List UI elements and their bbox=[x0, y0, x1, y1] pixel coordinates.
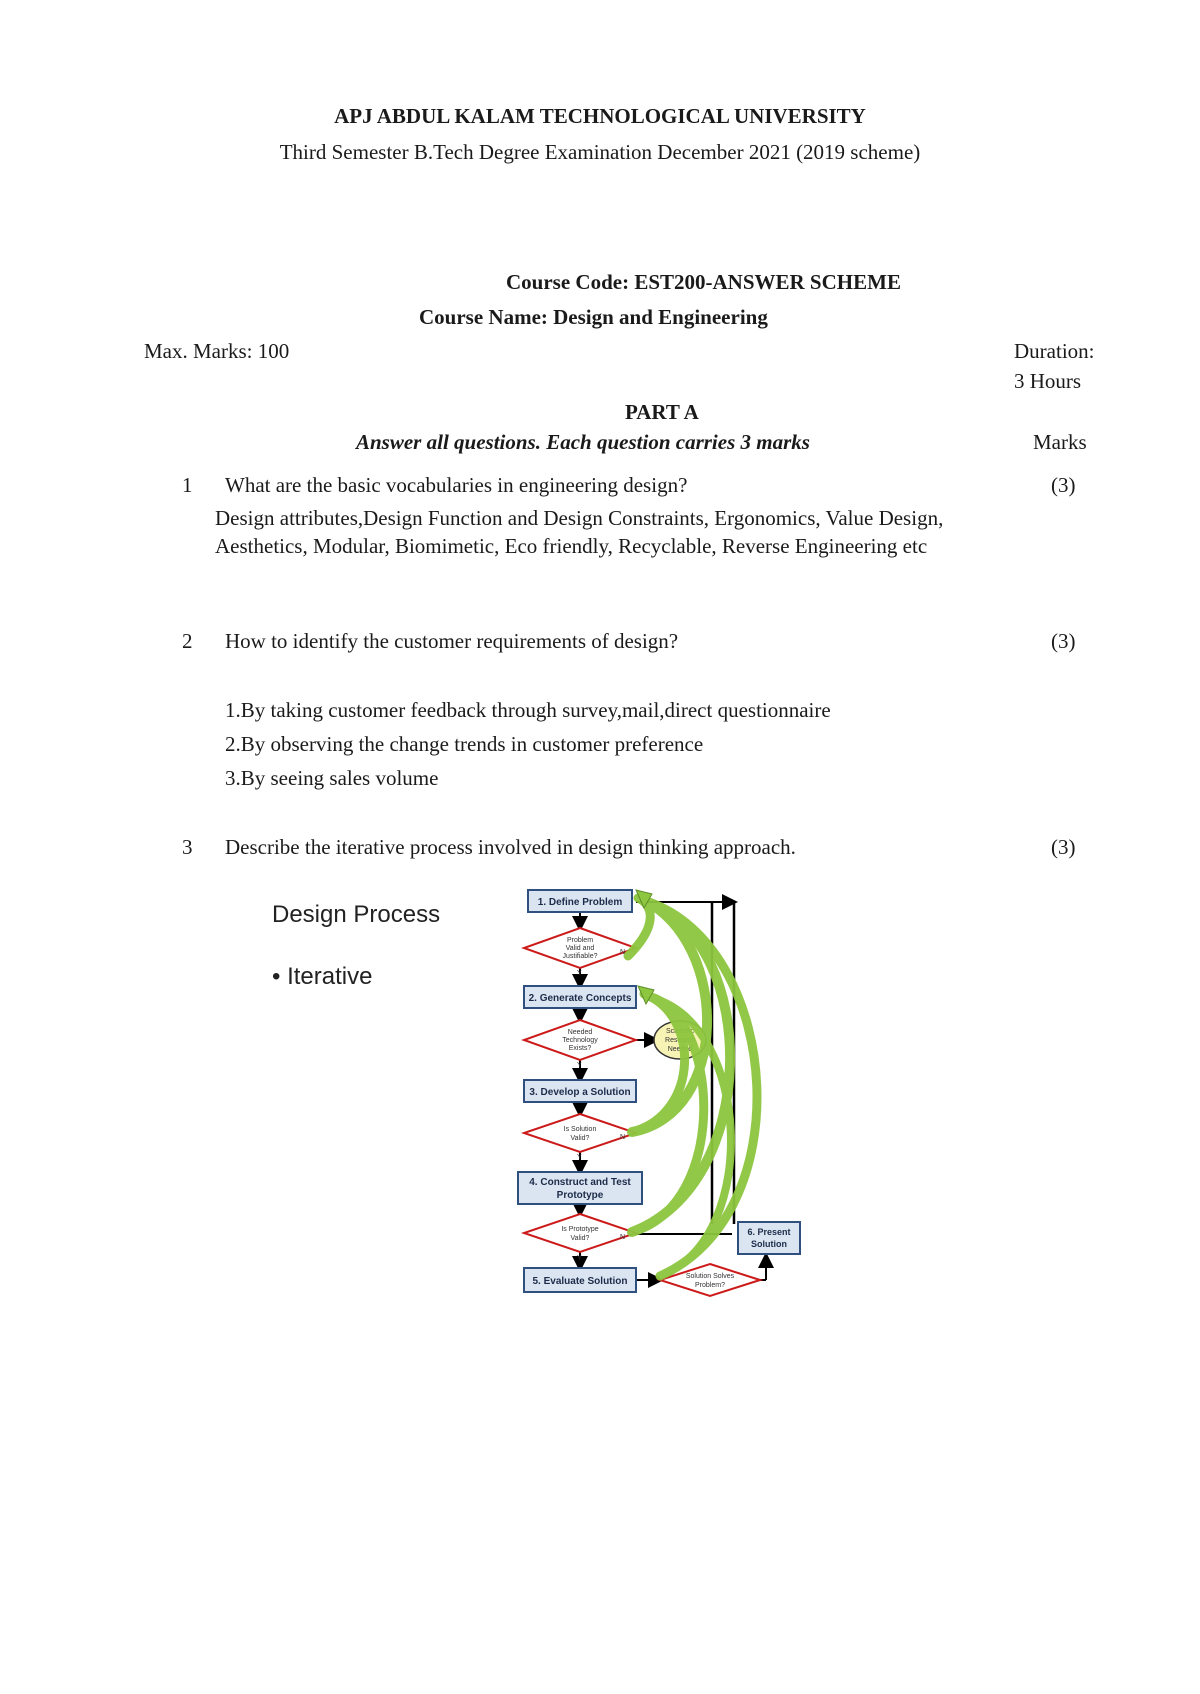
course-code: Course Code: EST200-ANSWER SCHEME bbox=[506, 270, 901, 294]
question-number: 2 bbox=[182, 629, 193, 653]
svg-text:3. Develop a Solution: 3. Develop a Solution bbox=[529, 1087, 631, 1098]
branch-label-n: N bbox=[620, 1234, 626, 1241]
branch-label-n: N bbox=[620, 949, 626, 956]
branch-label-n: N bbox=[620, 1134, 626, 1141]
svg-text:Justifiable?: Justifiable? bbox=[562, 953, 598, 960]
question-marks: (3) bbox=[1051, 473, 1076, 497]
branch-label-y: Y bbox=[577, 1062, 582, 1069]
decision-technology-exists bbox=[524, 1020, 636, 1060]
question-number: 1 bbox=[182, 473, 193, 497]
design-process-diagram bbox=[260, 884, 820, 1304]
svg-text:Exists?: Exists? bbox=[568, 1045, 592, 1052]
branch-label-y: Y bbox=[577, 970, 582, 977]
branch-label-y: Y bbox=[577, 1255, 582, 1262]
decision-solution-valid bbox=[524, 1114, 636, 1152]
answer-point: 3.By seeing sales volume bbox=[225, 766, 439, 790]
question-marks: (3) bbox=[1051, 629, 1076, 653]
question-text: What are the basic vocabularies in engineering design? bbox=[225, 473, 688, 497]
duration-value: 3 Hours bbox=[1014, 369, 1082, 393]
step-define-problem bbox=[528, 890, 632, 912]
svg-text:2. Generate Concepts: 2. Generate Concepts bbox=[528, 993, 632, 1004]
max-marks: Max. Marks: 100 bbox=[144, 339, 290, 363]
svg-text:4. Construct and Test: 4. Construct and Test bbox=[529, 1177, 631, 1188]
svg-text:Is Solution: Is Solution bbox=[563, 1126, 597, 1133]
step-present-solution bbox=[738, 1222, 800, 1254]
svg-text:Solution: Solution bbox=[751, 1239, 787, 1249]
figure-title: Design Process bbox=[272, 901, 441, 928]
answer-point: 2.By observing the change trends in customer preference bbox=[225, 732, 704, 756]
svg-text:Prototype: Prototype bbox=[556, 1190, 604, 1201]
question-number: 3 bbox=[182, 835, 193, 859]
svg-text:1. Define Problem: 1. Define Problem bbox=[537, 897, 623, 908]
decision-problem-valid bbox=[524, 928, 636, 968]
svg-text:Needed: Needed bbox=[667, 1046, 693, 1053]
svg-text:Scientific: Scientific bbox=[665, 1028, 695, 1035]
step-construct-test-prototype bbox=[518, 1172, 642, 1204]
svg-text:Valid?: Valid? bbox=[570, 1235, 590, 1242]
part-title: PART A bbox=[625, 400, 699, 424]
step-develop-solution bbox=[524, 1080, 636, 1102]
figure-bullet: • Iterative bbox=[272, 963, 373, 990]
university-title: APJ ABDUL KALAM TECHNOLOGICAL UNIVERSITY bbox=[334, 104, 866, 128]
course-name: Course Name: Design and Engineering bbox=[419, 305, 768, 329]
question-text: How to identify the customer requirements of design? bbox=[225, 629, 679, 653]
branch-label-y: Y bbox=[577, 1154, 582, 1161]
answer-text: Design attributes,Design Function and Design Constraints, Ergonomics, Value Design, Aesthetics, Modular, Biomimetic, Eco friendly, Recyclable, Reverse Engineering etc bbox=[215, 506, 944, 558]
svg-text:Valid and: Valid and bbox=[565, 945, 595, 952]
question-marks: (3) bbox=[1051, 835, 1076, 859]
svg-text:Problem: Problem bbox=[566, 937, 594, 944]
step-evaluate-solution bbox=[524, 1268, 636, 1292]
decision-prototype-valid bbox=[524, 1214, 636, 1252]
answer-point: 1.By taking customer feedback through survey,mail,direct questionnaire bbox=[225, 698, 831, 722]
svg-text:6. Present: 6. Present bbox=[747, 1227, 791, 1237]
svg-text:Technology: Technology bbox=[562, 1037, 598, 1044]
question-text: Describe the iterative process involved in design thinking approach. bbox=[225, 835, 796, 859]
marks-heading: Marks bbox=[1033, 430, 1087, 454]
svg-text:Problem?: Problem? bbox=[695, 1282, 725, 1289]
svg-text:5. Evaluate Solution: 5. Evaluate Solution bbox=[532, 1276, 628, 1287]
svg-text:Is Prototype: Is Prototype bbox=[561, 1226, 599, 1233]
svg-text:Research: Research bbox=[665, 1037, 695, 1044]
svg-text:Valid?: Valid? bbox=[570, 1135, 590, 1142]
exam-subtitle: Third Semester B.Tech Degree Examination December 2021 (2019 scheme) bbox=[279, 140, 921, 164]
step-generate-concepts bbox=[524, 986, 636, 1008]
part-instruction: Answer all questions. Each question carries 3 marks bbox=[356, 430, 810, 454]
svg-text:Needed: Needed bbox=[567, 1029, 593, 1036]
duration-label: Duration: bbox=[1014, 339, 1095, 363]
svg-text:Solution Solves: Solution Solves bbox=[685, 1273, 735, 1280]
